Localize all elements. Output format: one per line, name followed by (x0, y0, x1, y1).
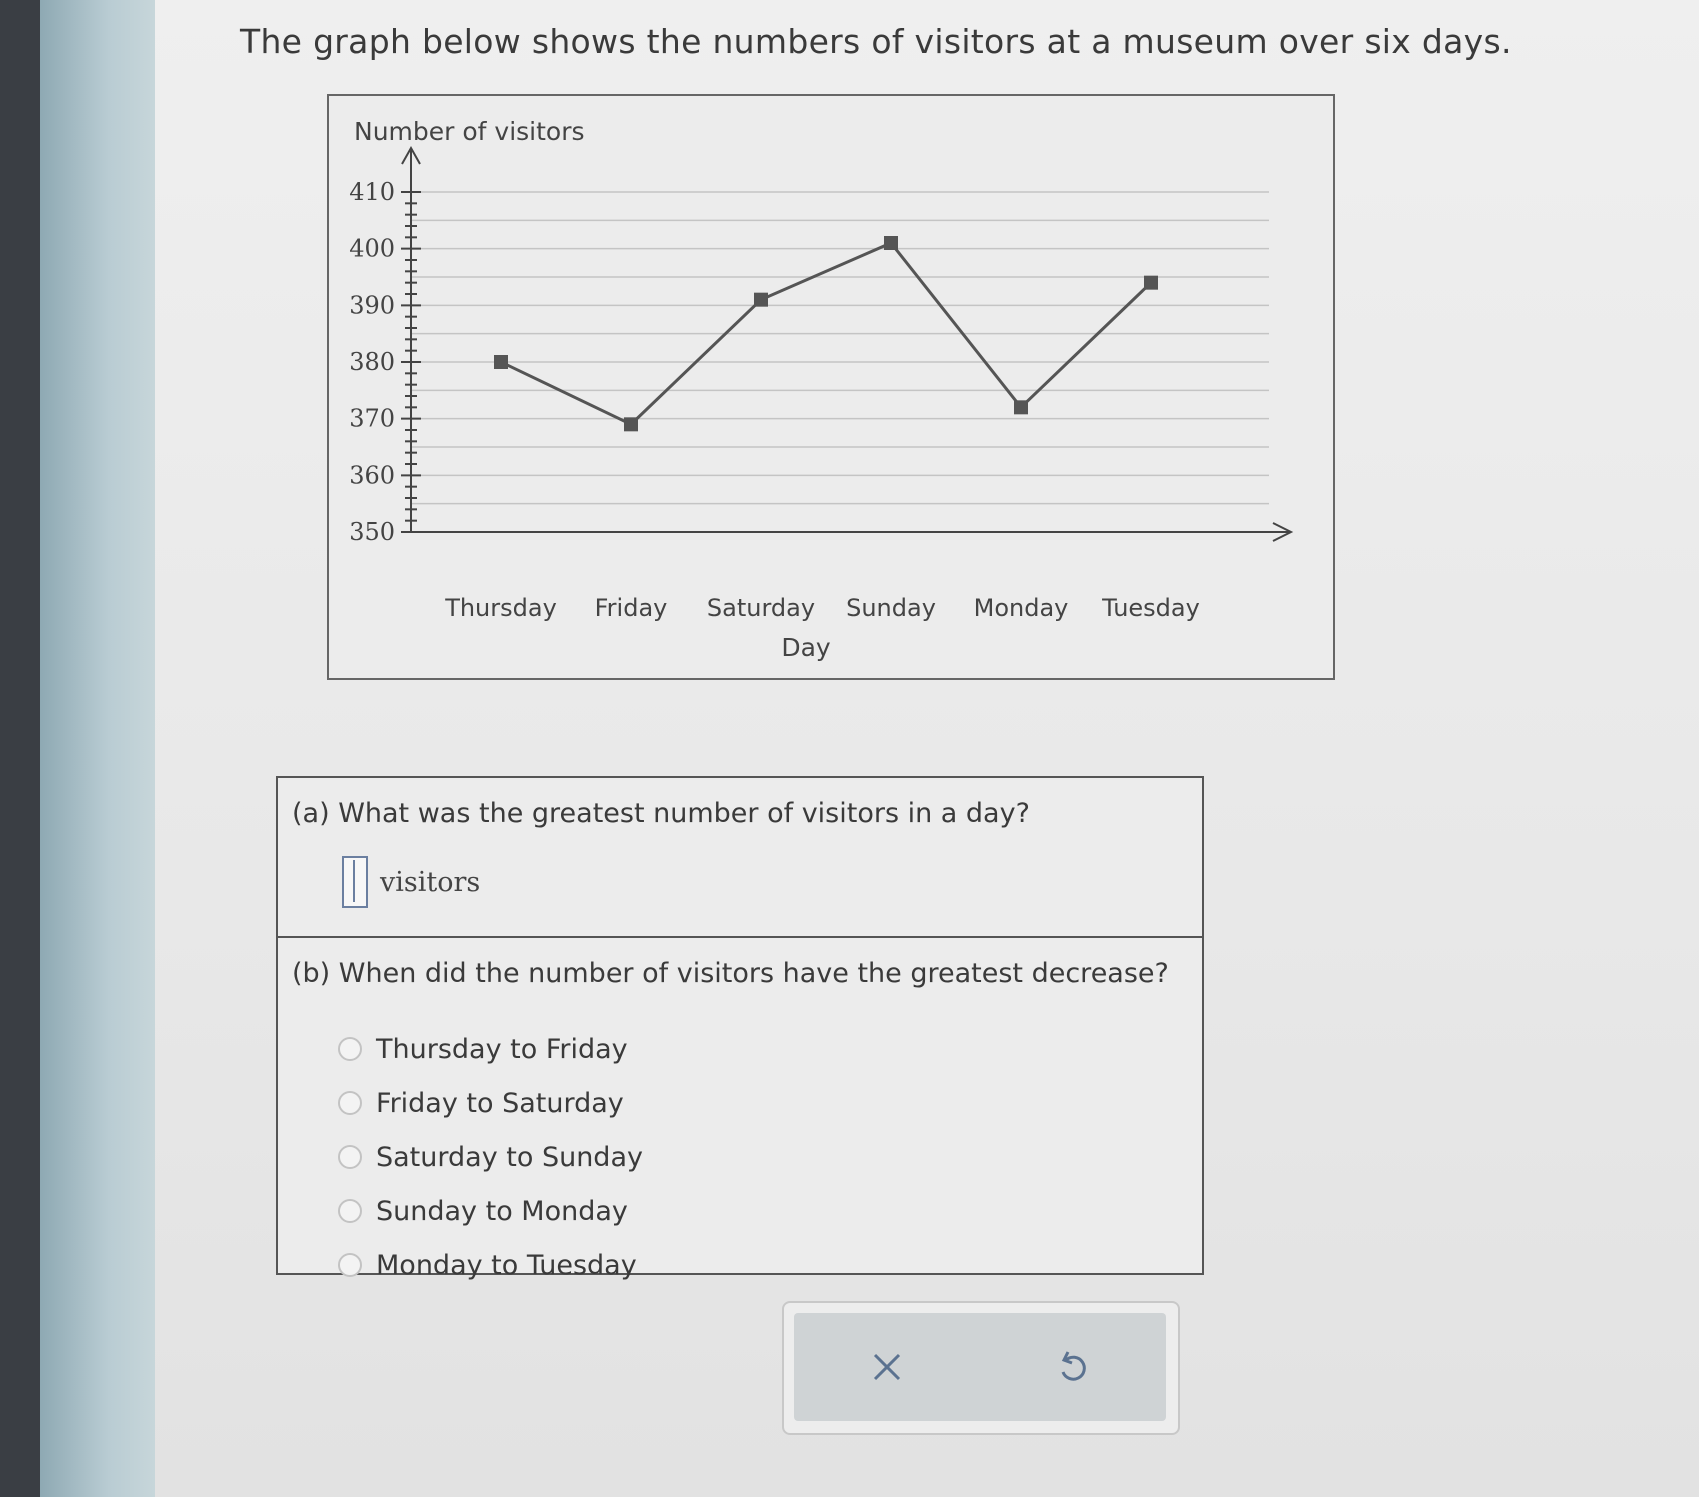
y-tick-label: 350 (349, 518, 395, 546)
question-b (278, 938, 1202, 1281)
radio-button[interactable] (338, 1145, 362, 1169)
question-panel (276, 776, 1204, 1281)
option-label: Thursday to Friday (376, 1033, 628, 1065)
intro-text: The graph below shows the numbers of visitors at a museum over six days. (240, 22, 1512, 61)
data-point-monday (1014, 400, 1028, 414)
y-axis-label: Number of visitors (354, 117, 585, 146)
x-tick-label: Thursday (445, 594, 557, 622)
y-tick-label: 390 (349, 291, 395, 320)
option-friday-saturday[interactable] (338, 1076, 643, 1130)
line-graph (327, 94, 1335, 680)
y-tick-label: 360 (349, 461, 395, 490)
clear-button[interactable] (827, 1327, 947, 1407)
radio-group (338, 1022, 643, 1292)
y-tick-label: 380 (349, 348, 395, 376)
undo-icon (1056, 1348, 1090, 1386)
y-tick-label: 370 (349, 404, 395, 433)
data-point-sunday (884, 236, 898, 250)
option-thursday-friday[interactable] (338, 1022, 643, 1076)
unit-label: visitors (380, 866, 481, 898)
action-bar-inner (794, 1313, 1166, 1421)
question-b-text: (b) When did the number of visitors have the greatest decrease? (292, 958, 1169, 989)
question-a-text: (a) What was the greatest number of visitors in a day? (292, 798, 1030, 829)
data-point-saturday (754, 293, 768, 307)
data-point-tuesday (1144, 276, 1158, 290)
radio-button[interactable] (338, 1091, 362, 1115)
chart-svg (329, 96, 1333, 678)
x-tick-label: Monday (973, 594, 1069, 622)
option-saturday-sunday[interactable] (338, 1130, 643, 1184)
data-point-friday (624, 417, 638, 431)
visitors-input[interactable] (342, 856, 368, 908)
option-label: Friday to Saturday (376, 1087, 624, 1119)
y-tick-label: 400 (349, 234, 395, 263)
x-axis-label: Day (781, 633, 831, 662)
option-label: Sunday to Monday (376, 1195, 628, 1227)
screen-edge (40, 0, 155, 1497)
data-point-thursday (494, 355, 508, 369)
option-label: Monday to Tuesday (376, 1249, 637, 1281)
close-icon (870, 1350, 904, 1384)
option-sunday-monday[interactable] (338, 1184, 643, 1238)
option-monday-tuesday[interactable] (338, 1238, 643, 1292)
answer-row (342, 856, 480, 908)
x-tick-label: Sunday (846, 594, 936, 622)
x-tick-label: Saturday (706, 594, 816, 622)
x-tick-label: Tuesday (1102, 594, 1200, 622)
radio-button[interactable] (338, 1037, 362, 1061)
option-label: Saturday to Sunday (376, 1141, 643, 1173)
screen-bezel (0, 0, 40, 1497)
x-tick-label: Friday (594, 594, 668, 622)
y-tick-label: 410 (349, 178, 395, 206)
radio-button[interactable] (338, 1199, 362, 1223)
radio-button[interactable] (338, 1253, 362, 1277)
action-bar (782, 1301, 1180, 1435)
question-a (278, 778, 1202, 938)
undo-button[interactable] (1013, 1327, 1133, 1407)
